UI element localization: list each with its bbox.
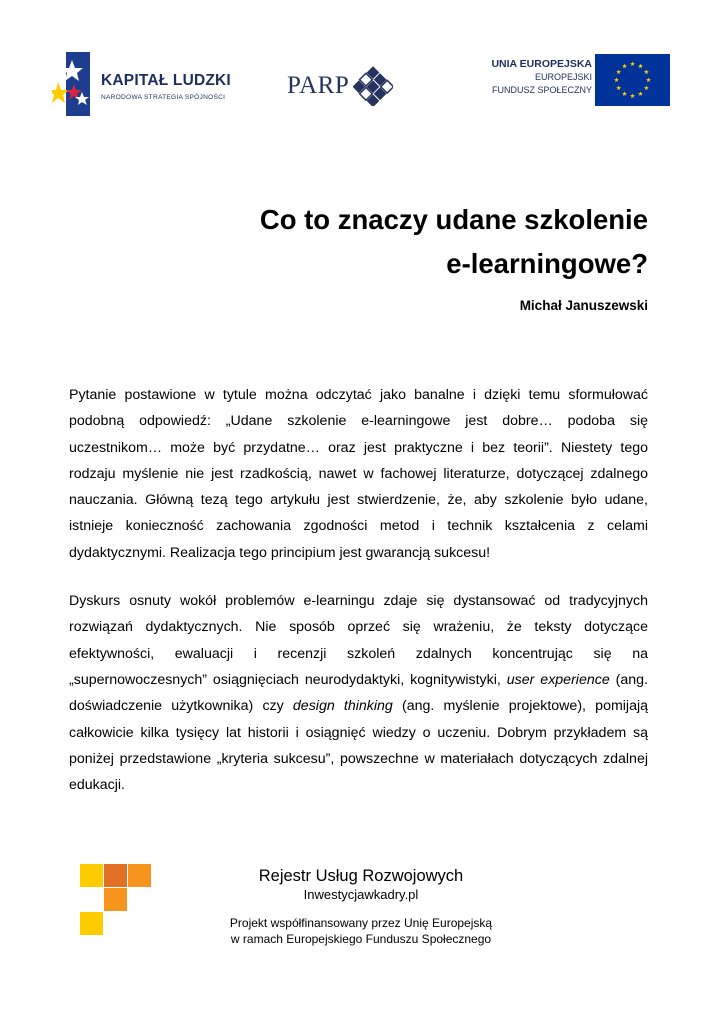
paragraph-2-text-3: (ang. myślenie projektowe), pomijają całkowicie kilka tysięcy lat historii i osiągnięć wiedzy o uczeniu. Dobrym przykładem są poniżej przedstawione „kryteria sukcesu”, powszechne w materiałach dotyczących zdalnej edukacji.: [69, 698, 649, 794]
eu-fund-label-1: EUROPEJSKI: [534, 72, 592, 82]
parp-logo: [287, 66, 397, 108]
eu-fund-label-2: FUNDUSZ SPOŁECZNY: [491, 85, 592, 95]
eu-flag-icon: [595, 54, 670, 106]
eu-text: [491, 58, 592, 97]
article-title-line-1: Co to znaczy udane szkolenie: [259, 204, 648, 235]
footer-project-line-1: Projekt współfinansowany przez Unię Europejską: [229, 916, 493, 930]
paragraph-2-term-user-experience: user experience: [506, 671, 610, 688]
parp-label: PARP: [287, 72, 350, 99]
kapital-ludzki-logo: [52, 52, 242, 116]
footer-site-link[interactable]: Inwestycjawkadry.pl: [303, 887, 419, 902]
eu-union-label: UNIA EUROPEJSKA: [491, 58, 592, 70]
footer-project-note: [206, 915, 516, 947]
article-title: [128, 198, 648, 286]
paragraph-2: [69, 588, 648, 798]
parp-emblem-icon: [353, 66, 393, 106]
paragraph-2-text-2: (ang. doświadczenie użytkownika) czy: [69, 671, 648, 715]
eu-logo: [478, 54, 670, 108]
kapital-ludzki-emblem-icon: [52, 52, 92, 116]
rejestr-uslug-logo-icon: [80, 864, 152, 936]
paragraph-1: Pytanie postawione w tytule można odczytać jako banalne i dzięki temu sformułować podobną odpowiedź: „Udane szkolenie e-learningowe jest dobre… podoba się uczestnikom… może być przydatne… oraz jest praktyczne i bez teorii”. Niestety tego rodzaju myślenie nie jest rzadkością, nawet w fachowej literaturze, dotyczącej zdalnego nauczania. Główną tezą tego artykułu jest stwierdzenie, że, aby szkolenie było udane, istnieje konieczność zachowania zgodności metod i technik kształcenia z celami dydaktycznymi. Realizacja tego principium jest gwarancją sukcesu!: [69, 387, 648, 561]
footer-title: Rejestr Usług Rozwojowych: [258, 867, 464, 885]
article-body: [69, 382, 648, 820]
paragraph-2-term-design-thinking: design thinking: [292, 698, 393, 715]
footer-project-line-2: w ramach Europejskiego Funduszu Społecznego: [230, 932, 492, 946]
article-title-line-2: e-learningowe?: [446, 248, 648, 279]
article-author: Michał Januszewski: [519, 298, 648, 313]
kapital-ludzki-title: KAPITAŁ LUDZKI: [101, 72, 231, 89]
paragraph-2-text-1: Dyskurs osnuty wokół problemów e-learningu zdaje się dystansować od tradycyjnych rozwiązań dydaktycznych. Nie sposób oprzeć się wrażeniu, że teksty dotyczące efektywności, ewaluacji i recenzji szkoleń zdalnych koncentrując się na „supernowoczesnych” osiągnięciach neurodydaktyki, kognitywistyki,: [69, 593, 648, 688]
footer: [206, 866, 516, 947]
kapital-ludzki-subtitle: NARODOWA STRATEGIA SPÓJNOŚCI: [101, 94, 226, 101]
